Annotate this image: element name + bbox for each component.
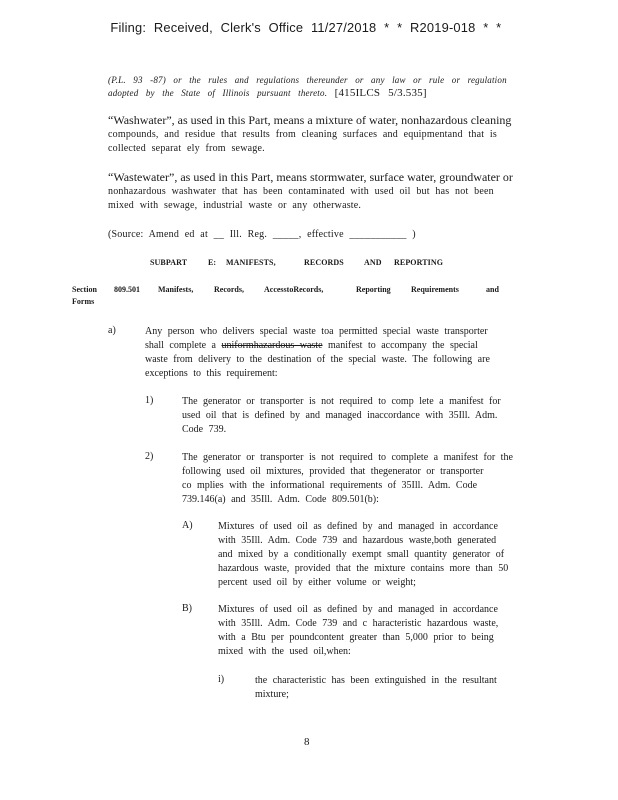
item-1-line-2: used oil that is defined by and managed inaccordance with 35Ill. Adm.: [182, 410, 498, 421]
deleted-text: uniformhazardous waste: [221, 340, 323, 351]
item-2-marker: 2): [145, 451, 154, 462]
subpart-word-2: RECORDS: [304, 258, 344, 267]
section-label: Section: [72, 285, 97, 294]
item-B-line-1: Mixtures of used oil as defined by and managed in accordance: [218, 604, 498, 615]
section-word-6: and: [486, 285, 499, 294]
section-word-2: Records,: [214, 285, 244, 294]
intro-line-1: (P.L. 93 -87) or the rules and regulations thereunder or any law or rule or regulation: [108, 75, 507, 85]
section-word-1: Manifests,: [158, 285, 194, 294]
item-a-line-2-pre: shall complete a: [145, 340, 216, 351]
item-1-marker: 1): [145, 395, 154, 406]
subpart-label: SUBPART: [150, 258, 188, 267]
intro-line-2: [108, 87, 427, 100]
item-B-line-4: mixed with the used oil,when:: [218, 646, 351, 657]
page-number: 8: [304, 736, 310, 748]
subpart-letter: E:: [208, 258, 217, 267]
item-A-line-3: and mixed by a conditionally exempt small quantity generator of: [218, 549, 505, 560]
item-a-line-2: [145, 339, 478, 352]
item-1-line-3: Code 739.: [182, 424, 227, 435]
wastewater-line-2: nonhazardous washwater that has been contaminated with used oil but has not been: [108, 186, 494, 197]
item-A-line-5: percent used oil by either volume or weight;: [218, 577, 416, 588]
statute-citation: [415ILCS 5/3.535]: [334, 87, 427, 99]
item-i-marker: i): [218, 674, 225, 685]
item-i-line-1: the characteristic has been extinguished in the resultant: [255, 675, 497, 686]
section-forms: Forms: [72, 297, 95, 306]
subpart-word-1: MANIFESTS,: [226, 258, 276, 267]
item-B-line-2: with 35Ill. Adm. Code 739 and c haracteristic hazardous waste,: [218, 618, 499, 629]
filing-header: Filing: Received, Clerk's Office 11/27/2018 * * R2019-018 * *: [110, 20, 502, 35]
item-A-marker: A): [182, 520, 193, 531]
intro-line-2-text: adopted by the State of Illinois pursuant thereto.: [108, 88, 328, 98]
item-i-line-2: mixture;: [255, 689, 289, 700]
item-2-line-2: following used oil mixtures, provided that thegenerator or transporter: [182, 466, 484, 477]
item-2-line-3: co mplies with the informational requirements of 35Ill. Adm. Code: [182, 480, 478, 491]
washwater-line-2: compounds, and residue that results from cleaning surfaces and equipmentand that is: [108, 129, 497, 140]
wastewater-line-3: mixed with sewage, industrial waste or any otherwaste.: [108, 200, 362, 211]
wastewater-term: “Wastewater”, as used in this Part, means stormwater, surface water, groundwater or: [108, 170, 513, 184]
item-A-line-1: Mixtures of used oil as defined by and managed in accordance: [218, 521, 498, 532]
section-number: 809.501: [114, 285, 140, 294]
item-a-line-2-post: manifest to accompany the special: [328, 340, 478, 351]
item-2-line-4: 739.146(a) and 35Ill. Adm. Code 809.501(b):: [182, 494, 379, 505]
item-2-line-1: The generator or transporter is not required to complete a manifest for the: [182, 452, 513, 463]
section-word-5: Requirements: [411, 285, 459, 294]
item-B-line-3: with a Btu per poundcontent greater than 5,000 prior to being: [218, 632, 494, 643]
item-a-line-3: waste from delivery to the destination of the special waste. The following are: [145, 354, 490, 365]
washwater-term: “Washwater”, as used in this Part, means a mixture of water, nonhazardous cleaning: [108, 113, 512, 127]
subpart-word-4: REPORTING: [394, 258, 444, 267]
item-A-line-2: with 35Ill. Adm. Code 739 and hazardous waste,both generated: [218, 535, 497, 546]
item-a-line-4: exceptions to this requirement:: [145, 368, 278, 379]
section-word-3: AccesstoRecords,: [264, 285, 324, 294]
washwater-line-3: collected separat ely from sewage.: [108, 143, 265, 154]
item-A-line-4: hazardous waste, provided that the mixture contains more than 50: [218, 563, 509, 574]
source-note: (Source: Amend ed at __ Ill. Reg. _____, effective ___________ ): [108, 229, 416, 240]
subpart-word-3: AND: [364, 258, 382, 267]
item-a-marker: a): [108, 325, 116, 336]
item-1-line-1: The generator or transporter is not required to comp lete a manifest for: [182, 396, 501, 407]
item-B-marker: B): [182, 603, 192, 614]
item-a-line-1: Any person who delivers special waste toa permitted special waste transporter: [145, 326, 488, 337]
section-word-4: Reporting: [356, 285, 391, 294]
